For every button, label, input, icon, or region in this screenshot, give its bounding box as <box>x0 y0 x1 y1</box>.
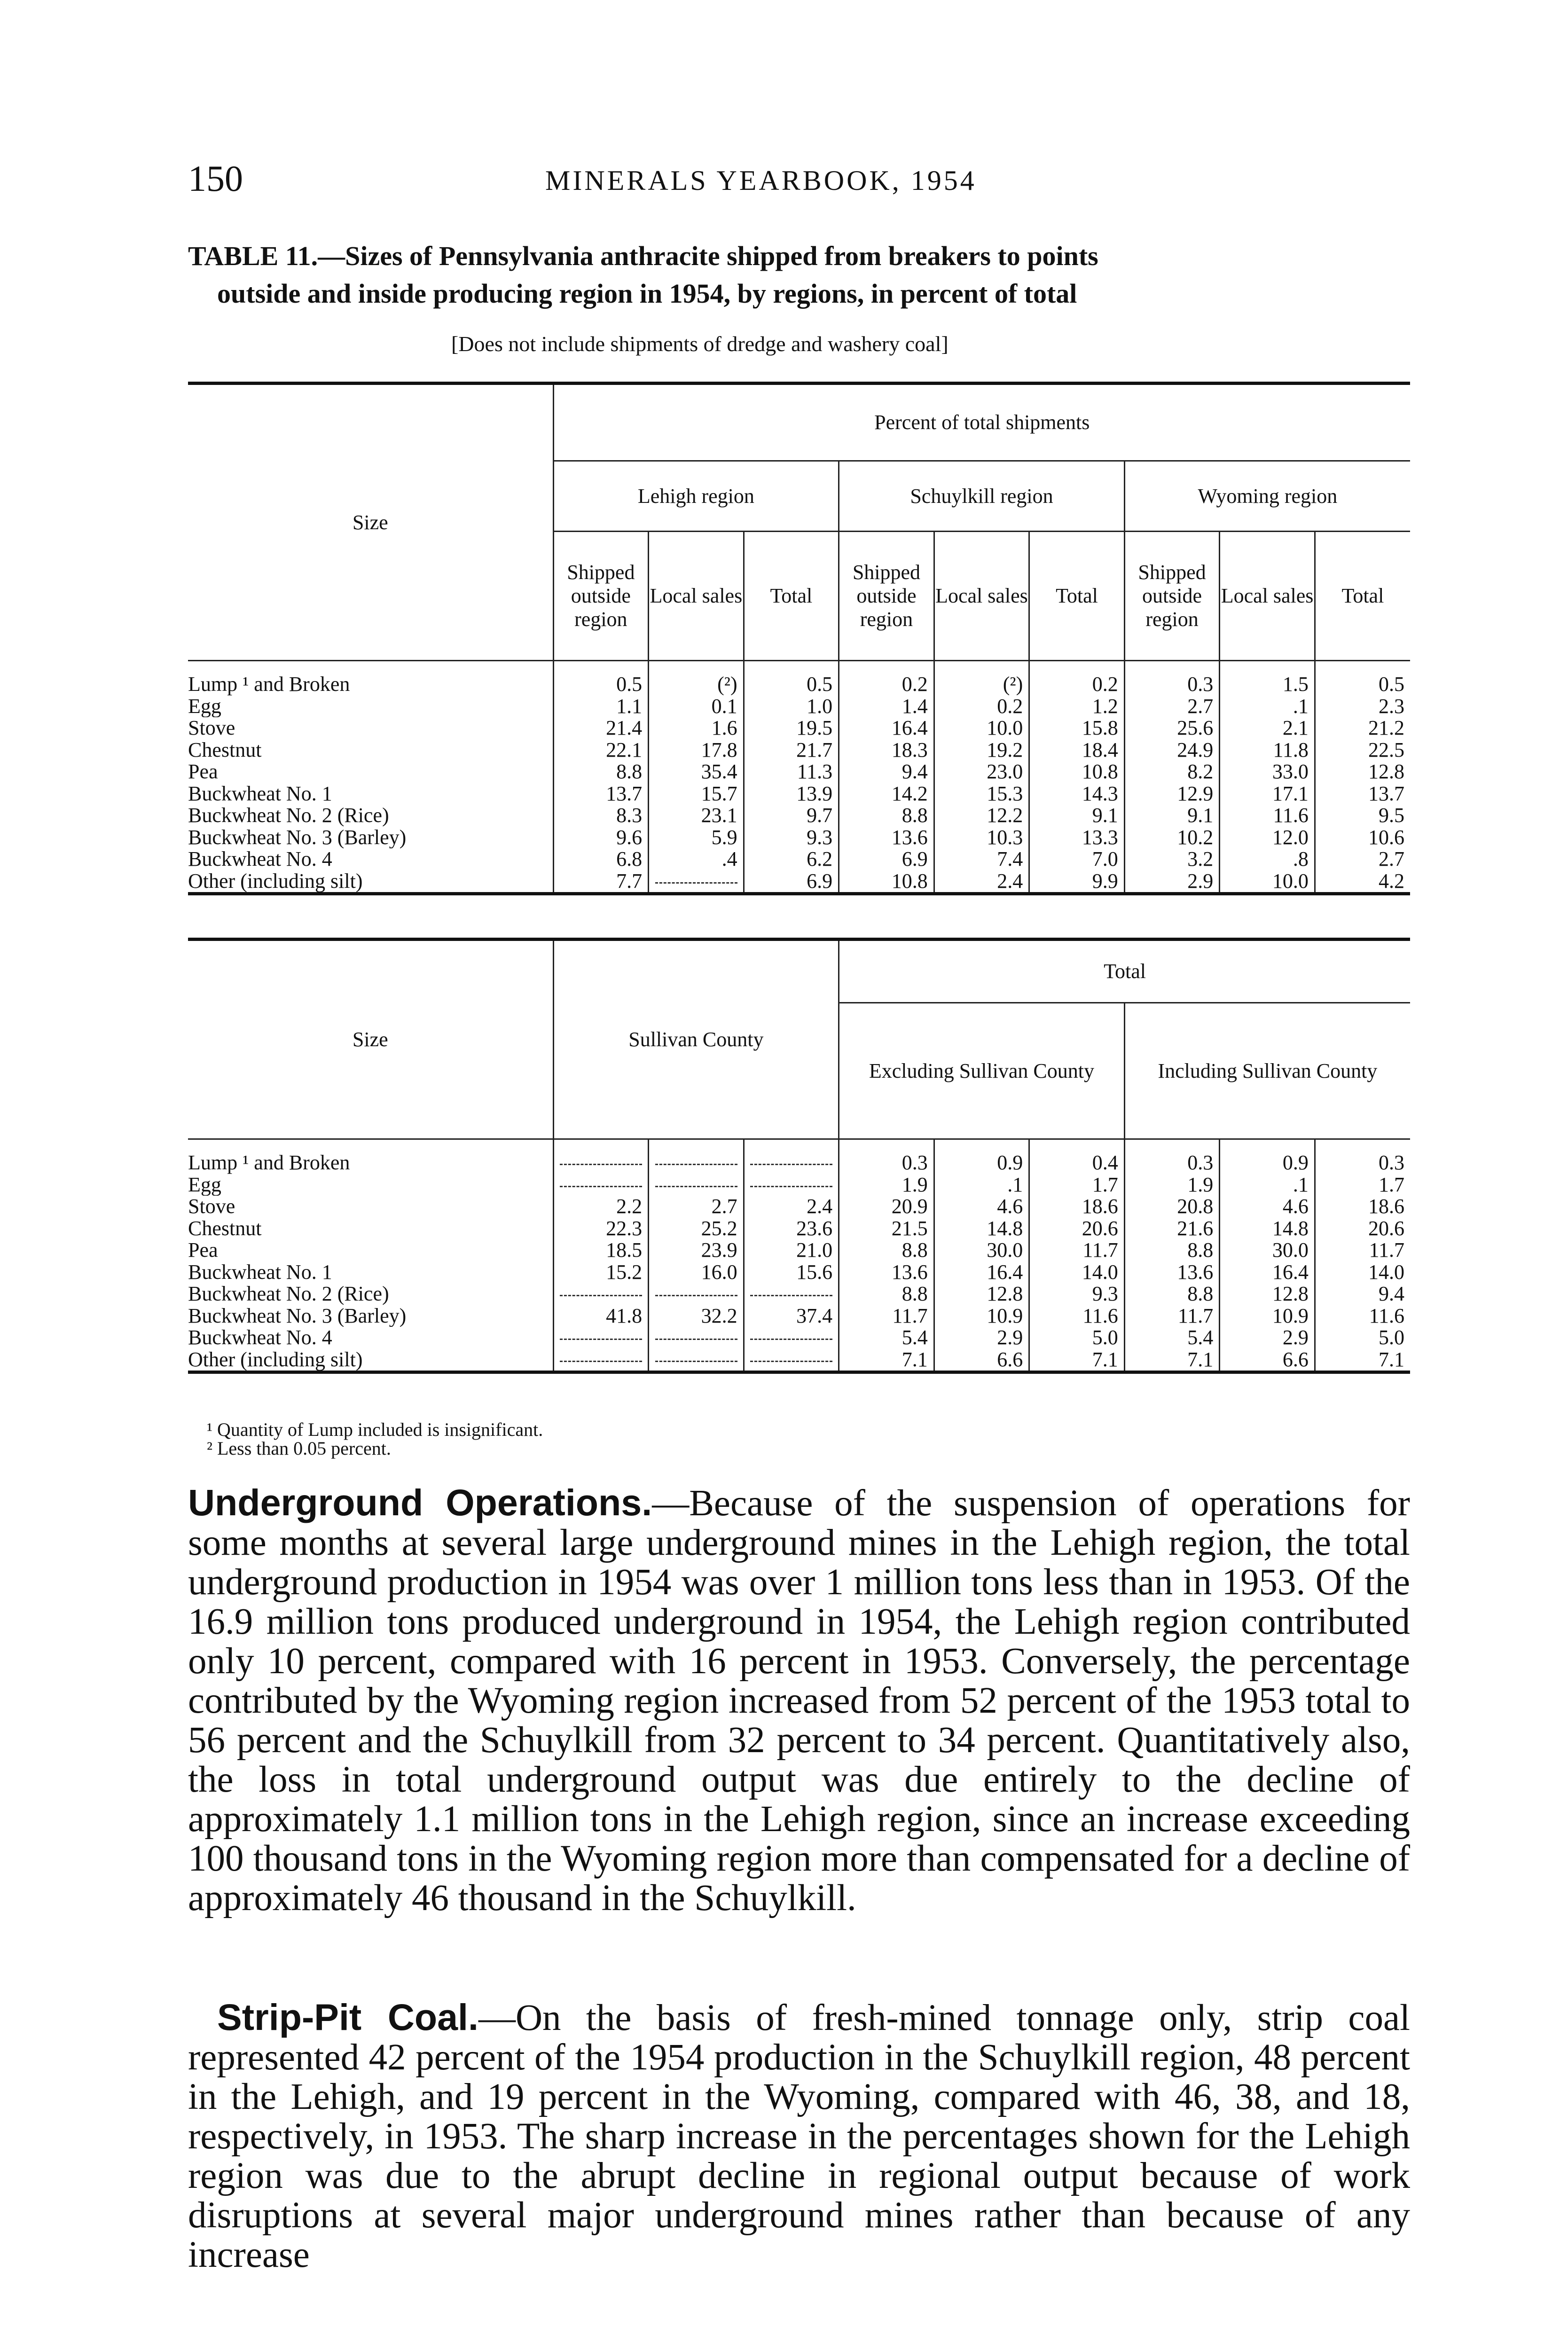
value-cell <box>744 1152 839 1174</box>
value-cell: 10.2 <box>1124 827 1220 849</box>
value-cell: 0.2 <box>1029 674 1125 696</box>
schuylkill-region-header: Schuylkill region <box>839 461 1125 532</box>
value-cell: 12.8 <box>934 1283 1029 1305</box>
value-cell: 2.9 <box>1124 870 1220 894</box>
value-cell: 10.8 <box>839 870 934 894</box>
value-cell: 21.7 <box>744 739 839 761</box>
empty-dash <box>560 1164 642 1165</box>
value-cell: 12.8 <box>1220 1283 1315 1305</box>
value-cell: 10.3 <box>934 827 1029 849</box>
value-cell: 35.4 <box>649 761 744 783</box>
table-row <box>188 1327 1410 1349</box>
value-cell: 14.2 <box>839 783 934 805</box>
value-cell: 23.6 <box>744 1218 839 1240</box>
table-row <box>188 848 1410 870</box>
value-cell: 9.5 <box>1315 805 1410 827</box>
value-cell: 8.3 <box>553 805 649 827</box>
value-cell: 0.2 <box>839 674 934 696</box>
local-sales-header: Local sales <box>1220 532 1315 661</box>
table-row <box>188 805 1410 827</box>
value-cell: 12.0 <box>1220 827 1315 849</box>
value-cell <box>553 1349 649 1372</box>
value-cell: 22.5 <box>1315 739 1410 761</box>
empty-dash <box>750 1295 832 1296</box>
value-cell: 6.2 <box>744 848 839 870</box>
value-cell: 8.8 <box>1124 1239 1220 1261</box>
value-cell: 0.9 <box>1220 1152 1315 1174</box>
value-cell: .8 <box>1220 848 1315 870</box>
value-cell: 25.2 <box>649 1218 744 1240</box>
value-cell: 17.1 <box>1220 783 1315 805</box>
value-cell: 1.9 <box>1124 1174 1220 1196</box>
table-row <box>188 1174 1410 1196</box>
size-label: Pea <box>188 1239 218 1261</box>
underground-operations-paragraph <box>188 1483 1410 1918</box>
strip-pit-paragraph <box>188 1998 1410 2275</box>
value-cell: 4.2 <box>1315 870 1410 894</box>
value-cell: 1.7 <box>1029 1174 1125 1196</box>
value-cell: 0.3 <box>1315 1152 1410 1174</box>
table-row <box>188 1239 1410 1261</box>
table-row <box>188 1349 1410 1372</box>
empty-dash <box>750 1186 832 1187</box>
value-cell: 23.1 <box>649 805 744 827</box>
value-cell <box>649 1349 744 1372</box>
size-label: Buckwheat No. 4 <box>188 1327 332 1349</box>
empty-dash <box>560 1186 642 1187</box>
value-cell: 2.3 <box>1315 696 1410 718</box>
table-row <box>188 717 1410 739</box>
value-cell: 30.0 <box>1220 1239 1315 1261</box>
value-cell <box>553 1283 649 1305</box>
value-cell <box>553 1152 649 1174</box>
value-cell: 8.8 <box>553 761 649 783</box>
value-cell: 11.6 <box>1315 1305 1410 1327</box>
value-cell: 17.8 <box>649 739 744 761</box>
value-cell: 11.7 <box>1124 1305 1220 1327</box>
value-cell: 4.6 <box>1220 1196 1315 1218</box>
value-cell: 19.5 <box>744 717 839 739</box>
table-row <box>188 827 1410 849</box>
value-cell: 13.3 <box>1029 827 1125 849</box>
footnote-1: ¹ Quantity of Lump included is insignificant. <box>207 1419 543 1440</box>
footnote-2: ² Less than 0.05 percent. <box>207 1438 391 1459</box>
table-row <box>188 1152 1410 1174</box>
value-cell: 16.4 <box>1220 1261 1315 1284</box>
value-cell: 6.6 <box>1220 1349 1315 1372</box>
value-cell: 15.8 <box>1029 717 1125 739</box>
value-cell: 0.5 <box>553 674 649 696</box>
value-cell: 9.9 <box>1029 870 1125 894</box>
empty-dash <box>750 1164 832 1165</box>
total-group-header: Total <box>839 940 1410 1003</box>
size-label: Stove <box>188 717 235 739</box>
table-body-totals <box>188 1139 1410 1372</box>
percent-total-header: Percent of total shipments <box>553 384 1410 461</box>
value-cell: (²) <box>649 674 744 696</box>
value-cell: 16.0 <box>649 1261 744 1284</box>
value-cell: 0.3 <box>839 1152 934 1174</box>
value-cell <box>649 870 744 894</box>
strip-body: —On the basis of fresh-mined tonnage only, strip coal represented 42 percent of the 1954 production in the Schuylkill region, 48 percent in the Lehigh, and 19 percent in the Wyoming, compared with 46, 38, and 18, respectively, in 1953. The sharp increase in the percentages shown for the Lehigh region was due to the abrupt decline in regional output because of work disruptions at several major underground mines rather than because of any increase <box>188 1998 1411 2275</box>
value-cell: 9.3 <box>744 827 839 849</box>
value-cell <box>649 1327 744 1349</box>
value-cell: 7.0 <box>1029 848 1125 870</box>
strip-heading: Strip-Pit Coal. <box>217 1996 478 2038</box>
value-cell: 2.7 <box>649 1196 744 1218</box>
value-cell: 7.7 <box>553 870 649 894</box>
value-cell: 18.3 <box>839 739 934 761</box>
including-sullivan-header: Including Sullivan County <box>1124 1003 1410 1139</box>
value-cell: 2.7 <box>1315 848 1410 870</box>
value-cell: 6.9 <box>744 870 839 894</box>
value-cell: 0.9 <box>934 1152 1029 1174</box>
value-cell: 21.0 <box>744 1239 839 1261</box>
value-cell: 9.4 <box>1315 1283 1410 1305</box>
value-cell: 24.9 <box>1124 739 1220 761</box>
value-cell: 1.0 <box>744 696 839 718</box>
table-row <box>188 1261 1410 1284</box>
value-cell: 12.2 <box>934 805 1029 827</box>
empty-dash <box>655 1361 737 1362</box>
empty-dash <box>560 1361 642 1362</box>
value-cell <box>649 1152 744 1174</box>
value-cell: 7.1 <box>1315 1349 1410 1372</box>
value-cell: 11.6 <box>1029 1305 1125 1327</box>
value-cell: 10.0 <box>934 717 1029 739</box>
value-cell: 8.8 <box>839 1283 934 1305</box>
value-cell <box>744 1283 839 1305</box>
size-label: Other (including silt) <box>188 870 363 893</box>
value-cell: .1 <box>1220 696 1315 718</box>
value-cell: 10.6 <box>1315 827 1410 849</box>
value-cell: 6.8 <box>553 848 649 870</box>
value-cell: 25.6 <box>1124 717 1220 739</box>
empty-dash <box>750 1361 832 1362</box>
value-cell: 18.6 <box>1315 1196 1410 1218</box>
value-cell: (²) <box>934 674 1029 696</box>
value-cell: 12.9 <box>1124 783 1220 805</box>
value-cell: 13.6 <box>839 827 934 849</box>
value-cell: 19.2 <box>934 739 1029 761</box>
value-cell: 14.8 <box>1220 1218 1315 1240</box>
size-label: Pea <box>188 761 218 783</box>
value-cell: 22.3 <box>553 1218 649 1240</box>
value-cell: 33.0 <box>1220 761 1315 783</box>
value-cell: 23.9 <box>649 1239 744 1261</box>
empty-dash <box>655 882 737 884</box>
value-cell: 16.4 <box>839 717 934 739</box>
page-number: 150 <box>188 158 243 199</box>
value-cell: 13.7 <box>1315 783 1410 805</box>
table-row <box>188 1305 1410 1327</box>
table-row <box>188 1218 1410 1240</box>
value-cell: 3.2 <box>1124 848 1220 870</box>
value-cell <box>744 1349 839 1372</box>
value-cell: 11.8 <box>1220 739 1315 761</box>
value-cell: 14.0 <box>1315 1261 1410 1284</box>
table-note: [Does not include shipments of dredge and washery coal] <box>451 332 949 356</box>
value-cell: 15.7 <box>649 783 744 805</box>
empty-dash <box>750 1339 832 1340</box>
value-cell: 41.8 <box>553 1305 649 1327</box>
empty-dash <box>560 1295 642 1296</box>
table-caption <box>188 237 1410 313</box>
value-cell: 32.2 <box>649 1305 744 1327</box>
value-cell: 18.4 <box>1029 739 1125 761</box>
shipped-outside-header: Shipped outside region <box>839 532 934 661</box>
value-cell: 8.8 <box>1124 1283 1220 1305</box>
size-label: Chestnut <box>188 1217 262 1239</box>
size-label: Buckwheat No. 1 <box>188 1261 332 1283</box>
value-cell: 9.4 <box>839 761 934 783</box>
anthracite-sizes-table-totals <box>188 938 1410 1374</box>
value-cell: 7.1 <box>1029 1349 1125 1372</box>
shipped-outside-header: Shipped outside region <box>553 532 649 661</box>
value-cell: 20.6 <box>1029 1218 1125 1240</box>
value-cell: 2.9 <box>934 1327 1029 1349</box>
value-cell: 1.7 <box>1315 1174 1410 1196</box>
value-cell: 20.8 <box>1124 1196 1220 1218</box>
value-cell: 8.8 <box>839 1239 934 1261</box>
empty-dash <box>560 1339 642 1340</box>
value-cell: 16.4 <box>934 1261 1029 1284</box>
empty-dash <box>655 1164 737 1165</box>
table-row <box>188 696 1410 718</box>
value-cell: 10.0 <box>1220 870 1315 894</box>
size-label: Other (including silt) <box>188 1348 363 1371</box>
value-cell: 12.8 <box>1315 761 1410 783</box>
table-spacer-row <box>188 661 1410 674</box>
value-cell: 11.7 <box>1029 1239 1125 1261</box>
table-row <box>188 761 1410 783</box>
value-cell: 0.3 <box>1124 674 1220 696</box>
value-cell: 0.2 <box>934 696 1029 718</box>
value-cell: 23.0 <box>934 761 1029 783</box>
underground-body: —Because of the suspension of operations for some months at several large underground mines in the Lehigh region, the total underground production in 1954 was over 1 million tons less than in 1953. Of the 16.9 million tons produced underground in 1954, the Lehigh region contributed only 10 percent, compared with 16 percent in 1953. Conversely, the percentage contributed by the Wyoming region increased from 52 percent of the 1953 total to 56 percent and the Schuylkill from 32 percent to 34 percent. Quantitatively also, the loss in total underground output was due entirely to the decline of approximately 1.1 million tons in the Lehigh region, since an increase exceeding 100 thousand tons in the Wyoming region more than compensated for a decline of approximately 46 thousand in the Schuylkill. <box>188 1483 1410 1919</box>
value-cell: .4 <box>649 848 744 870</box>
size-label: Egg <box>188 695 221 717</box>
wyoming-region-header: Wyoming region <box>1124 461 1410 532</box>
value-cell: 11.3 <box>744 761 839 783</box>
value-cell: 2.9 <box>1220 1327 1315 1349</box>
value-cell: 10.8 <box>1029 761 1125 783</box>
empty-dash <box>655 1186 737 1187</box>
value-cell: 15.3 <box>934 783 1029 805</box>
value-cell: 11.7 <box>1315 1239 1410 1261</box>
table-row <box>188 674 1410 696</box>
table-row <box>188 783 1410 805</box>
value-cell: 20.9 <box>839 1196 934 1218</box>
excluding-sullivan-header: Excluding Sullivan County <box>839 1003 1125 1139</box>
value-cell: 18.5 <box>553 1239 649 1261</box>
value-cell: 30.0 <box>934 1239 1029 1261</box>
underground-heading: Underground Operations. <box>188 1481 652 1523</box>
value-cell <box>553 1327 649 1349</box>
value-cell: 5.4 <box>839 1327 934 1349</box>
value-cell: 0.4 <box>1029 1152 1125 1174</box>
value-cell: 5.4 <box>1124 1327 1220 1349</box>
value-cell: 22.1 <box>553 739 649 761</box>
table-body-regions <box>188 661 1410 894</box>
value-cell <box>744 1327 839 1349</box>
size-column-header-2: Size <box>188 940 553 1139</box>
value-cell: 5.0 <box>1315 1327 1410 1349</box>
local-sales-header: Local sales <box>649 532 744 661</box>
value-cell <box>649 1174 744 1196</box>
value-cell: 7.4 <box>934 848 1029 870</box>
value-cell: 7.1 <box>1124 1349 1220 1372</box>
value-cell: 1.5 <box>1220 674 1315 696</box>
value-cell: 9.7 <box>744 805 839 827</box>
total-header: Total <box>1315 532 1410 661</box>
size-label: Buckwheat No. 1 <box>188 783 332 805</box>
value-cell: 13.9 <box>744 783 839 805</box>
table-row <box>188 1196 1410 1218</box>
value-cell: 21.2 <box>1315 717 1410 739</box>
size-label: Buckwheat No. 4 <box>188 848 332 870</box>
value-cell: 8.2 <box>1124 761 1220 783</box>
value-cell: 13.6 <box>839 1261 934 1284</box>
table-row <box>188 1283 1410 1305</box>
value-cell: 2.1 <box>1220 717 1315 739</box>
value-cell: 7.1 <box>839 1349 934 1372</box>
value-cell: 4.6 <box>934 1196 1029 1218</box>
value-cell: 1.4 <box>839 696 934 718</box>
value-cell: 9.1 <box>1029 805 1125 827</box>
total-header: Total <box>744 532 839 661</box>
running-title: MINERALS YEARBOOK, 1954 <box>545 165 977 196</box>
lehigh-region-header: Lehigh region <box>553 461 839 532</box>
size-label: Buckwheat No. 2 (Rice) <box>188 805 389 827</box>
value-cell: 1.2 <box>1029 696 1125 718</box>
value-cell: 2.4 <box>744 1196 839 1218</box>
value-cell: 11.7 <box>839 1305 934 1327</box>
size-column-header: Size <box>188 384 553 661</box>
table-spacer-row <box>188 1139 1410 1152</box>
value-cell: 5.0 <box>1029 1327 1125 1349</box>
empty-dash <box>655 1295 737 1296</box>
size-label: Egg <box>188 1174 221 1196</box>
total-header: Total <box>1029 532 1125 661</box>
table-caption-line-2: outside and inside producing region in 1954, by regions, in percent of total <box>217 278 1077 309</box>
value-cell <box>553 1174 649 1196</box>
value-cell: 13.6 <box>1124 1261 1220 1284</box>
sullivan-county-header: Sullivan County <box>553 940 839 1139</box>
value-cell: 1.9 <box>839 1174 934 1196</box>
value-cell: .1 <box>934 1174 1029 1196</box>
value-cell: 6.6 <box>934 1349 1029 1372</box>
value-cell: 6.9 <box>839 848 934 870</box>
value-cell: 8.8 <box>839 805 934 827</box>
value-cell: 14.8 <box>934 1218 1029 1240</box>
value-cell: 0.5 <box>744 674 839 696</box>
size-label: Stove <box>188 1196 235 1218</box>
local-sales-header: Local sales <box>934 532 1029 661</box>
size-label: Lump ¹ and Broken <box>188 1152 350 1174</box>
value-cell: 0.1 <box>649 696 744 718</box>
value-cell <box>649 1283 744 1305</box>
size-label: Lump ¹ and Broken <box>188 674 350 696</box>
shipped-outside-header: Shipped outside region <box>1124 532 1220 661</box>
value-cell: 10.9 <box>934 1305 1029 1327</box>
value-cell: 11.6 <box>1220 805 1315 827</box>
value-cell: 15.6 <box>744 1261 839 1284</box>
value-cell: 10.9 <box>1220 1305 1315 1327</box>
value-cell: 2.4 <box>934 870 1029 894</box>
value-cell: 0.3 <box>1124 1152 1220 1174</box>
value-cell: .1 <box>1220 1174 1315 1196</box>
value-cell: 5.9 <box>649 827 744 849</box>
value-cell: 13.7 <box>553 783 649 805</box>
anthracite-sizes-table-regions <box>188 382 1410 895</box>
value-cell: 14.3 <box>1029 783 1125 805</box>
value-cell: 1.1 <box>553 696 649 718</box>
value-cell: 9.3 <box>1029 1283 1125 1305</box>
value-cell: 37.4 <box>744 1305 839 1327</box>
value-cell: 21.6 <box>1124 1218 1220 1240</box>
size-label: Buckwheat No. 3 (Barley) <box>188 826 407 848</box>
value-cell: 20.6 <box>1315 1218 1410 1240</box>
value-cell: 2.2 <box>553 1196 649 1218</box>
table-row <box>188 870 1410 894</box>
value-cell <box>744 1174 839 1196</box>
table-caption-line-1: TABLE 11.—Sizes of Pennsylvania anthracite shipped from breakers to points <box>188 241 1098 271</box>
size-label: Buckwheat No. 2 (Rice) <box>188 1283 389 1305</box>
value-cell: 9.1 <box>1124 805 1220 827</box>
value-cell: 21.5 <box>839 1218 934 1240</box>
table-row <box>188 739 1410 761</box>
value-cell: 14.0 <box>1029 1261 1125 1284</box>
value-cell: 21.4 <box>553 717 649 739</box>
value-cell: 15.2 <box>553 1261 649 1284</box>
value-cell: 0.5 <box>1315 674 1410 696</box>
value-cell: 2.7 <box>1124 696 1220 718</box>
value-cell: 9.6 <box>553 827 649 849</box>
size-label: Chestnut <box>188 739 262 761</box>
value-cell: 1.6 <box>649 717 744 739</box>
value-cell: 18.6 <box>1029 1196 1125 1218</box>
empty-dash <box>655 1339 737 1340</box>
size-label: Buckwheat No. 3 (Barley) <box>188 1305 407 1327</box>
